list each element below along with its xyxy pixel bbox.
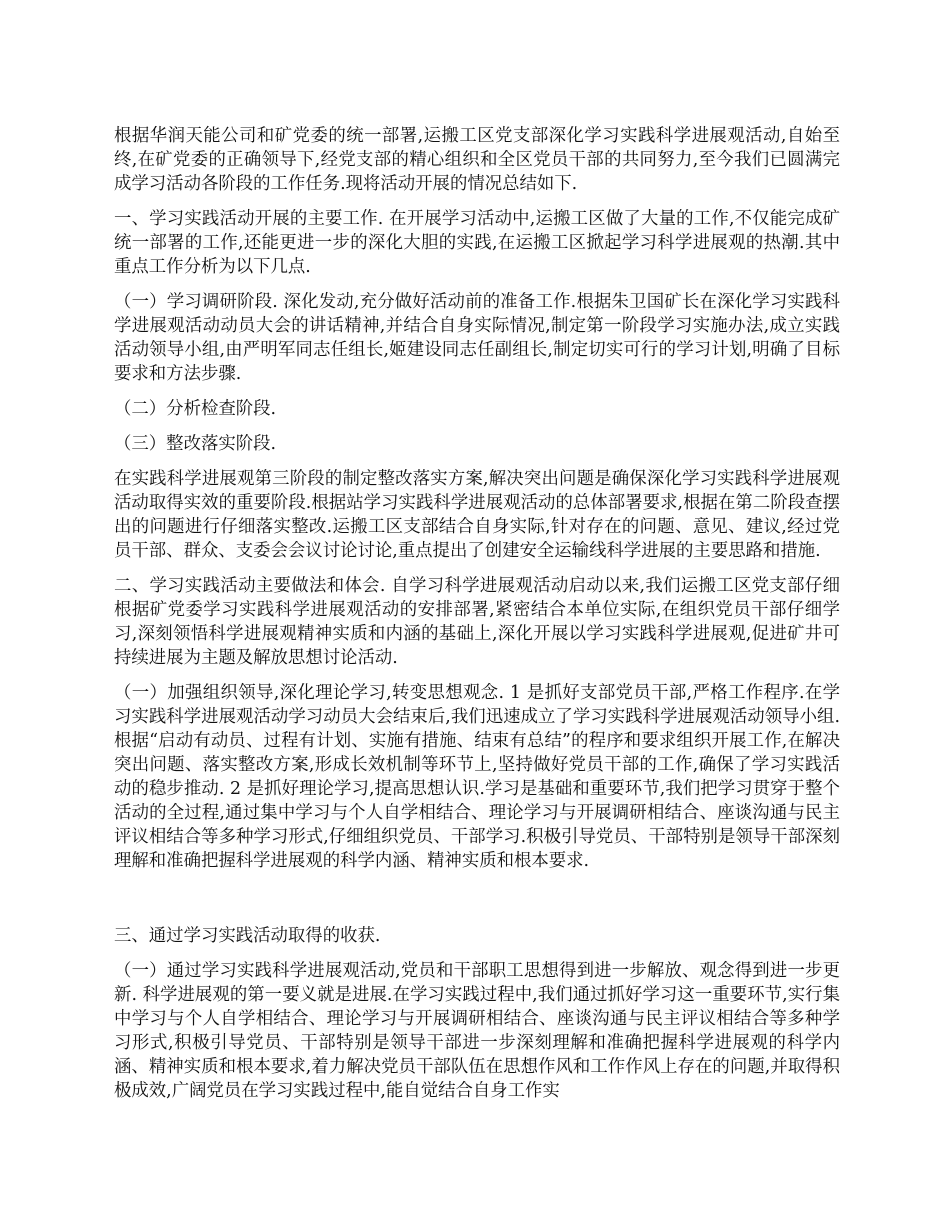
organization-leadership-paragraph: （一）加强组织领导,深化理论学习,转变思想观念. 1 是抓好支部党员干部,严格工作程序.在学习实践科学进展观活动学习动员大会结束后,我们迅速成立了学习实践科学进展观活动领导小组.根据“启动有动员、过程有计划、实施有措施、结束有总结”的程序和要求组织开展工作,在解决突出问题、落实整改方案,形成长效机制等环节上,坚持做好党员干部的工作,确保了学习实践活动的稳步推动. 2 是抓好理论学习,提高思想认识.学习是基础和重要环节,我们把学习贯穿于整个活动的全过程,通过集中学习与个人自学相结合、理论学习与开展调研相结合、座谈沟通与民主评议相结合等多种学习形式,仔细组织党员、干部学习.积极引导党员、干部特别是领导干部深刻理解和准确把握科学进展观的科学内涵、精神实质和根本要求.: [114, 683, 840, 871]
subsection-study-research-paragraph: （一）学习调研阶段. 深化发动,充分做好活动前的准备工作.根据朱卫国矿长在深化学习实践科学进展观活动动员大会的讲话精神,并结合自身实际情况,制定第一阶段学习实施办法,成立实践活动领导小组,由严明军同志任组长,姬建设同志任副组长,制定切实可行的学习计划,明确了目标要求和方法步骤.: [114, 292, 840, 384]
rectification-stage-paragraph: 在实践科学进展观第三阶段的制定整改落实方案,解决突出问题是确保深化学习实践科学进展观活动取得实效的重要阶段.根据站学习实践科学进展观活动的总体部署要求,根据在第二阶段查摆出的问题进行仔细落实整改.运搬工区支部结合自身实际,针对存在的问题、意见、建议,经过党员干部、群众、支委会会议讨论讨论,重点提出了创建安全运输线科学进展的主要思路和措施.: [114, 469, 840, 561]
gains-paragraph: （一）通过学习实践科学进展观活动,党员和干部职工思想得到进一步解放、观念得到进一步更新. 科学进展观的第一要义就是进展.在学习实践过程中,我们通过抓好学习这一重要环节,实行集中学习与个人自学相结合、理论学习与开展调研相结合、座谈沟通与民主评议相结合等多种学习形式,积极引导党员、干部特别是领导干部进一步深刻理解和准确把握科学进展观的科学内涵、精神实质和根本要求,着力解决党员干部队伍在思想作风和工作作风上存在的问题,并取得积极成效,广阔党员在学习实践过程中,能自觉结合自身工作实: [114, 961, 840, 1101]
section-two-heading-paragraph: 二、学习实践活动主要做法和体会. 自学习科学进展观活动启动以来,我们运搬工区党支部仔细根据矿党委学习实践科学进展观活动的安排部署,紧密结合本单位实际,在组织党员干部仔细学习,深刻领悟科学进展观精神实质和内涵的基础上,深化开展以学习实践科学进展观,促进矿井可持续进展为主题及解放思想讨论活动.: [114, 576, 840, 668]
section-three-heading: 三、通过学习实践活动取得的收获.: [114, 926, 381, 946]
section-spacer: [114, 884, 840, 924]
document-body: [114, 124, 840, 1114]
intro-paragraph: 根据华润天能公司和矿党委的统一部署,运搬工区党支部深化学习实践科学进展观活动,自始至终,在矿党委的正确领导下,经党支部的精心组织和全区党员干部的共同努力,至今我们已圆满完成学习活动各阶段的工作任务.现将活动开展的情况总结如下.: [114, 126, 840, 194]
subsection-analysis-check-heading: （二）分析检查阶段.: [114, 399, 277, 419]
subsection-rectification-heading: （三）整改落实阶段.: [114, 434, 277, 454]
section-one-heading-paragraph: 一、学习实践活动开展的主要工作. 在开展学习活动中,运搬工区做了大量的工作,不仅能完成矿统一部署的工作,还能更进一步的深化大胆的实践,在运搬工区掀起学习科学进展观的热潮.其中重点工作分析为以下几点.: [114, 209, 840, 277]
